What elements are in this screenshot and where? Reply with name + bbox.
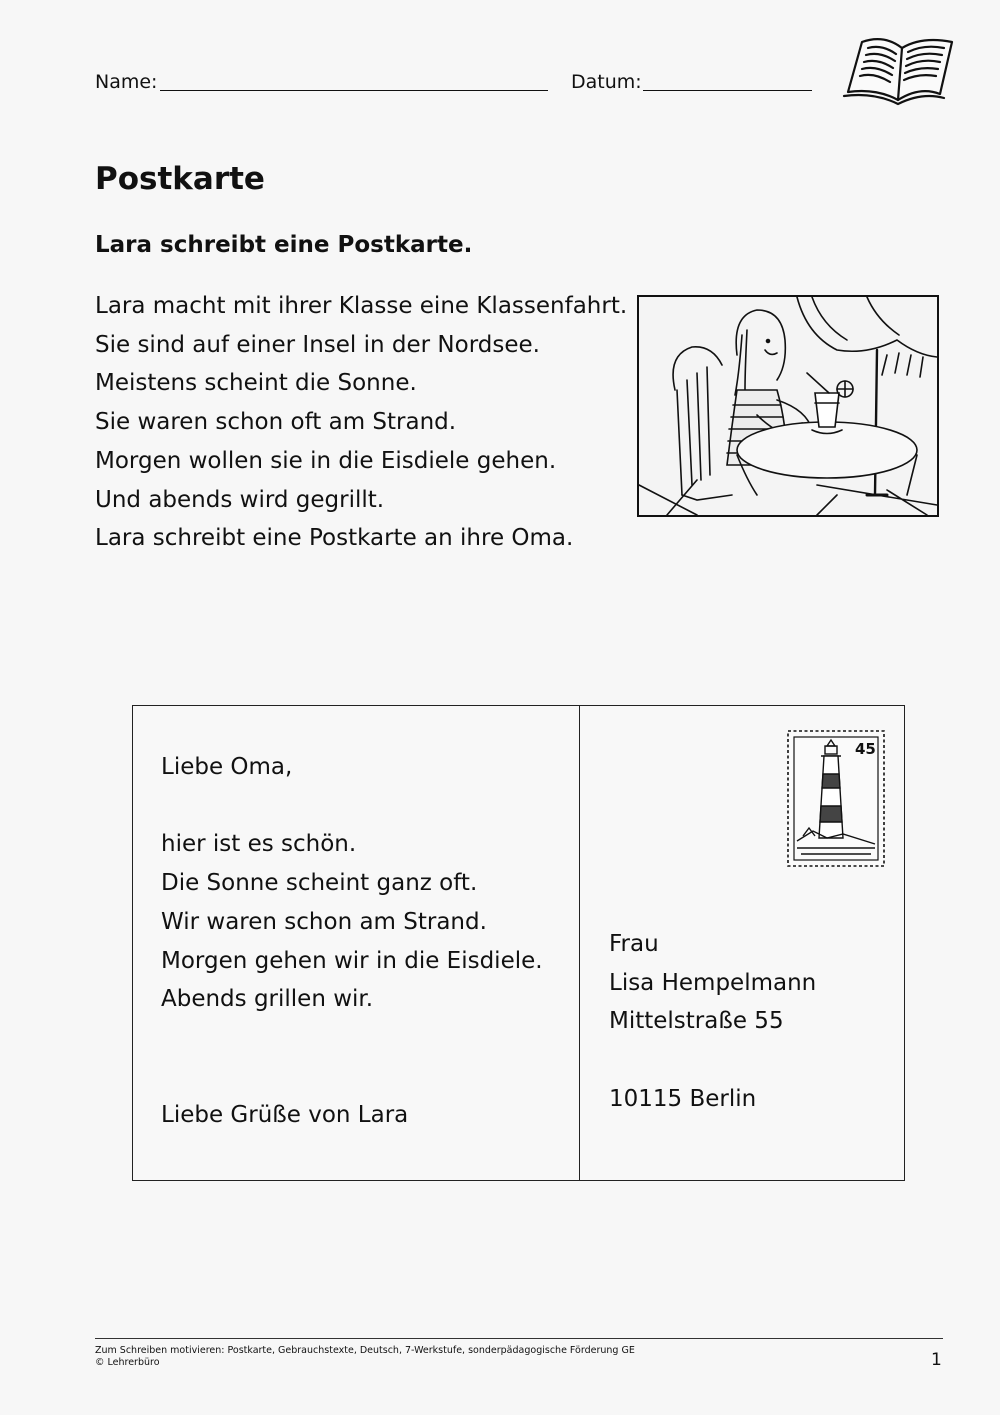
subtitle: Lara schreibt eine Postkarte. (95, 232, 473, 258)
name-label: Name: (95, 71, 158, 93)
postcard (132, 705, 905, 1181)
date-label: Datum: (571, 71, 642, 93)
address-name: Lisa Hempelmann (609, 970, 817, 996)
story-line: Sie waren schon oft am Strand. (95, 409, 457, 436)
story-line: Lara schreibt eine Postkarte an ihre Oma. (95, 525, 574, 552)
girl-writing-at-table-illustration (637, 295, 939, 517)
postcard-closing: Liebe Grüße von Lara (161, 1102, 409, 1128)
postcard-message-line: Wir waren schon am Strand. (161, 909, 487, 935)
story-line: Morgen wollen sie in die Eisdiele gehen. (95, 447, 557, 474)
postcard-message-line: Die Sonne scheint ganz oft. (161, 870, 478, 896)
footer-line: Zum Schreiben motivieren: Postkarte, Gebrauchstexte, Deutsch, 7-Werkstufe, sonderpädagogische Förderung GE (95, 1345, 635, 1356)
lighthouse-stamp-icon (783, 726, 889, 871)
postcard-message-line: hier ist es schön. (161, 831, 357, 857)
open-book-icon (840, 30, 965, 110)
address-city: 10115 Berlin (609, 1086, 757, 1112)
date-line[interactable] (643, 90, 812, 91)
page-number: 1 (931, 1350, 942, 1370)
stamp-value: 45 (855, 740, 876, 758)
name-line[interactable] (160, 90, 548, 91)
story-text (95, 287, 627, 558)
story-line: Lara macht mit ihrer Klasse eine Klassenfahrt. (95, 293, 628, 319)
address-salutation: Frau (609, 931, 659, 957)
address-street: Mittelstraße 55 (609, 1008, 784, 1034)
story-line: Und abends wird gegrillt. (95, 486, 385, 513)
postcard-message-line: Morgen gehen wir in die Eisdiele. (161, 948, 543, 974)
postcard-message-line: Abends grillen wir. (161, 986, 374, 1012)
postcard-greeting: Liebe Oma, (161, 754, 293, 780)
page-title: Postkarte (95, 161, 265, 197)
story-line: Meistens scheint die Sonne. (95, 370, 417, 397)
footer-copyright: © Lehrerbüro (95, 1357, 160, 1368)
footer-text (95, 1345, 635, 1369)
postcard-divider (579, 706, 580, 1180)
story-line: Sie sind auf einer Insel in der Nordsee. (95, 331, 540, 358)
footer-rule (95, 1338, 943, 1339)
